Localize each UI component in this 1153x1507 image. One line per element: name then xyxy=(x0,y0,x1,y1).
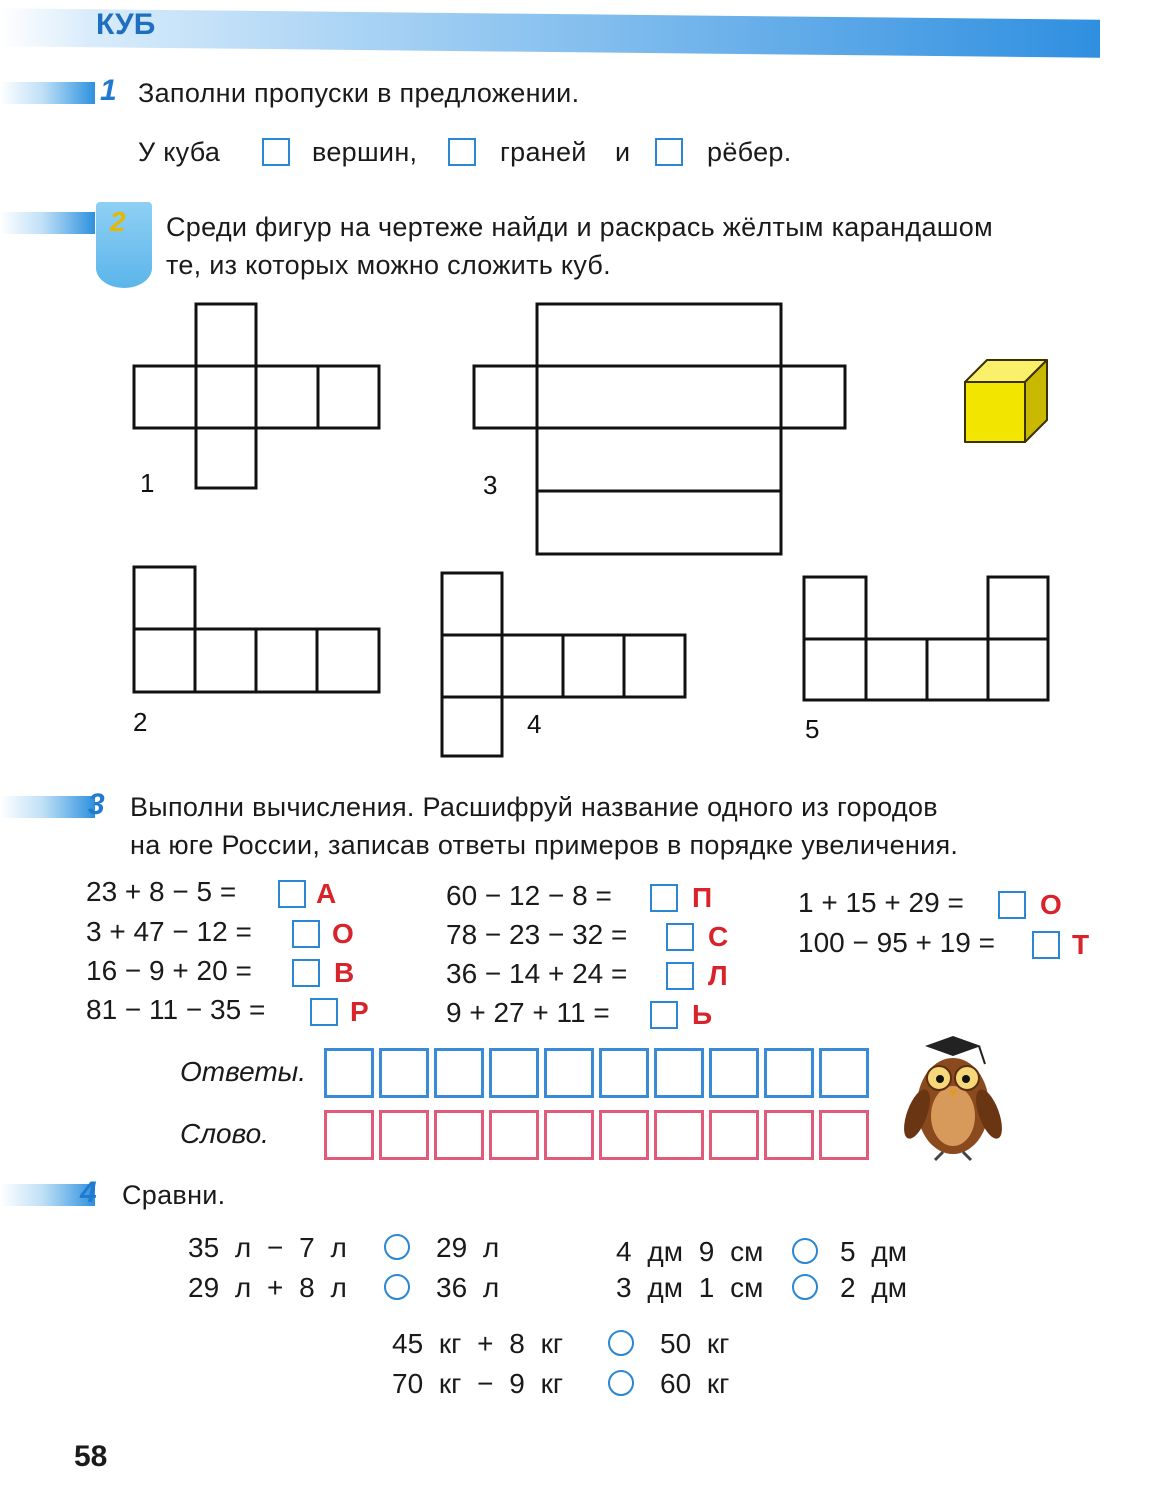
answer-cell[interactable] xyxy=(709,1048,759,1098)
figure-label-2: 2 xyxy=(133,707,148,737)
answer-cell[interactable] xyxy=(489,1048,539,1098)
figure-label-1: 1 xyxy=(140,468,155,498)
answers-label: Ответы. xyxy=(180,1056,307,1087)
answer-cell[interactable] xyxy=(544,1048,594,1098)
answers-row xyxy=(324,1048,874,1098)
word-cell[interactable] xyxy=(764,1110,814,1160)
word-cell[interactable] xyxy=(324,1110,374,1160)
task-marker-3 xyxy=(0,796,95,818)
word-row xyxy=(324,1110,874,1160)
compare-circle[interactable] xyxy=(384,1234,410,1260)
answer-cell[interactable] xyxy=(819,1048,869,1098)
answer-cell[interactable] xyxy=(599,1048,649,1098)
example-answer-box[interactable] xyxy=(310,998,338,1026)
net-figure-5[interactable] xyxy=(804,577,1048,700)
example-expression: 36 − 14 + 24 = xyxy=(446,958,628,989)
compare-right: 36 л xyxy=(436,1272,500,1303)
example-expression: 3 + 47 − 12 = xyxy=(86,916,252,947)
compare-circle[interactable] xyxy=(792,1238,818,1264)
answer-cell[interactable] xyxy=(379,1048,429,1098)
net-figure-4[interactable] xyxy=(442,573,685,756)
figure-label-5: 5 xyxy=(805,714,820,744)
example-code-letter: С xyxy=(708,921,729,952)
example-code-letter: О xyxy=(332,918,354,949)
compare-right: 29 л xyxy=(436,1232,500,1263)
task2-line-2: те, из которых можно сложить куб. xyxy=(166,250,611,280)
example-code-letter: В xyxy=(334,957,355,988)
compare-right: 50 кг xyxy=(660,1328,730,1359)
example-answer-box[interactable] xyxy=(650,1001,678,1029)
task-number-4: 4 xyxy=(80,1176,97,1209)
task3-line-1: Выполни вычисления. Расшифруй название одного из городов xyxy=(130,792,938,822)
net-figure-3[interactable] xyxy=(474,304,845,554)
example-expression: 1 + 15 + 29 = xyxy=(798,887,964,918)
word-cell[interactable] xyxy=(709,1110,759,1160)
word-label: Слово. xyxy=(180,1118,269,1149)
figure-label-3: 3 xyxy=(483,470,498,500)
task2-line-1: Среди фигур на чертеже найди и раскрась жёлтым карандашом xyxy=(166,212,993,242)
task4-instruction: Сравни. xyxy=(122,1180,226,1210)
compare-circle[interactable] xyxy=(384,1274,410,1300)
word-cell[interactable] xyxy=(654,1110,704,1160)
page-title: КУБ xyxy=(96,8,156,41)
compare-left: 3 дм 1 см xyxy=(616,1272,764,1303)
task1-text-2: вершин, xyxy=(312,137,418,167)
answer-cell[interactable] xyxy=(434,1048,484,1098)
example-code-letter: О xyxy=(1040,889,1062,920)
net-figure-1[interactable] xyxy=(134,304,379,488)
example-expression: 78 − 23 − 32 = xyxy=(446,919,628,950)
answer-cell[interactable] xyxy=(764,1048,814,1098)
figure-label-4: 4 xyxy=(527,709,542,739)
answer-cell[interactable] xyxy=(324,1048,374,1098)
task1-text-3: граней xyxy=(500,137,587,167)
compare-circle[interactable] xyxy=(608,1330,634,1356)
compare-left: 45 кг + 8 кг xyxy=(392,1328,564,1359)
task-number-1: 1 xyxy=(100,74,117,107)
word-cell[interactable] xyxy=(819,1110,869,1160)
example-answer-box[interactable] xyxy=(666,923,694,951)
page-number: 58 xyxy=(74,1440,108,1473)
example-answer-box[interactable] xyxy=(278,880,306,908)
example-code-letter: А xyxy=(316,878,337,909)
task1-text-4: и xyxy=(615,137,631,167)
example-answer-box[interactable] xyxy=(292,959,320,987)
example-code-letter: П xyxy=(692,882,713,913)
example-answer-box[interactable] xyxy=(292,920,320,948)
example-code-letter: Т xyxy=(1072,929,1090,960)
word-cell[interactable] xyxy=(379,1110,429,1160)
example-answer-box[interactable] xyxy=(998,891,1026,919)
example-expression: 100 − 95 + 19 = xyxy=(798,927,995,958)
compare-left: 4 дм 9 см xyxy=(616,1236,764,1267)
compare-circle[interactable] xyxy=(608,1370,634,1396)
task-number-2: 2 xyxy=(110,206,126,237)
task-number-3: 3 xyxy=(88,788,105,821)
word-cell[interactable] xyxy=(599,1110,649,1160)
compare-right: 2 дм xyxy=(840,1272,907,1303)
yellow-cube-icon xyxy=(965,360,1047,442)
example-answer-box[interactable] xyxy=(1032,931,1060,959)
example-answer-box[interactable] xyxy=(650,884,678,912)
compare-left: 29 л + 8 л xyxy=(188,1272,347,1303)
word-cell[interactable] xyxy=(489,1110,539,1160)
owl-icon xyxy=(895,1034,1005,1164)
example-expression: 81 − 11 − 35 = xyxy=(86,994,266,1025)
task3-line-2: на юге России, записав ответы примеров в порядке увеличения. xyxy=(130,830,959,860)
answer-cell[interactable] xyxy=(654,1048,704,1098)
example-code-letter: Л xyxy=(708,960,728,991)
task1-instruction: Заполни пропуски в предложении. xyxy=(138,78,580,108)
example-expression: 9 + 27 + 11 = xyxy=(446,997,610,1028)
example-code-letter: Р xyxy=(350,996,369,1027)
word-cell[interactable] xyxy=(434,1110,484,1160)
compare-left: 70 кг − 9 кг xyxy=(392,1368,564,1399)
example-answer-box[interactable] xyxy=(666,962,694,990)
task1-text-5: рёбер. xyxy=(707,137,792,167)
compare-circle[interactable] xyxy=(792,1274,818,1300)
task1-text-1: У куба xyxy=(138,137,221,167)
word-cell[interactable] xyxy=(544,1110,594,1160)
example-expression: 60 − 12 − 8 = xyxy=(446,880,612,911)
compare-right: 60 кг xyxy=(660,1368,730,1399)
example-expression: 16 − 9 + 20 = xyxy=(86,955,252,986)
compare-right: 5 дм xyxy=(840,1236,907,1267)
example-expression: 23 + 8 − 5 = xyxy=(86,876,237,907)
compare-left: 35 л − 7 л xyxy=(188,1232,347,1263)
net-figure-2[interactable] xyxy=(134,567,379,692)
example-code-letter: Ь xyxy=(692,999,713,1030)
